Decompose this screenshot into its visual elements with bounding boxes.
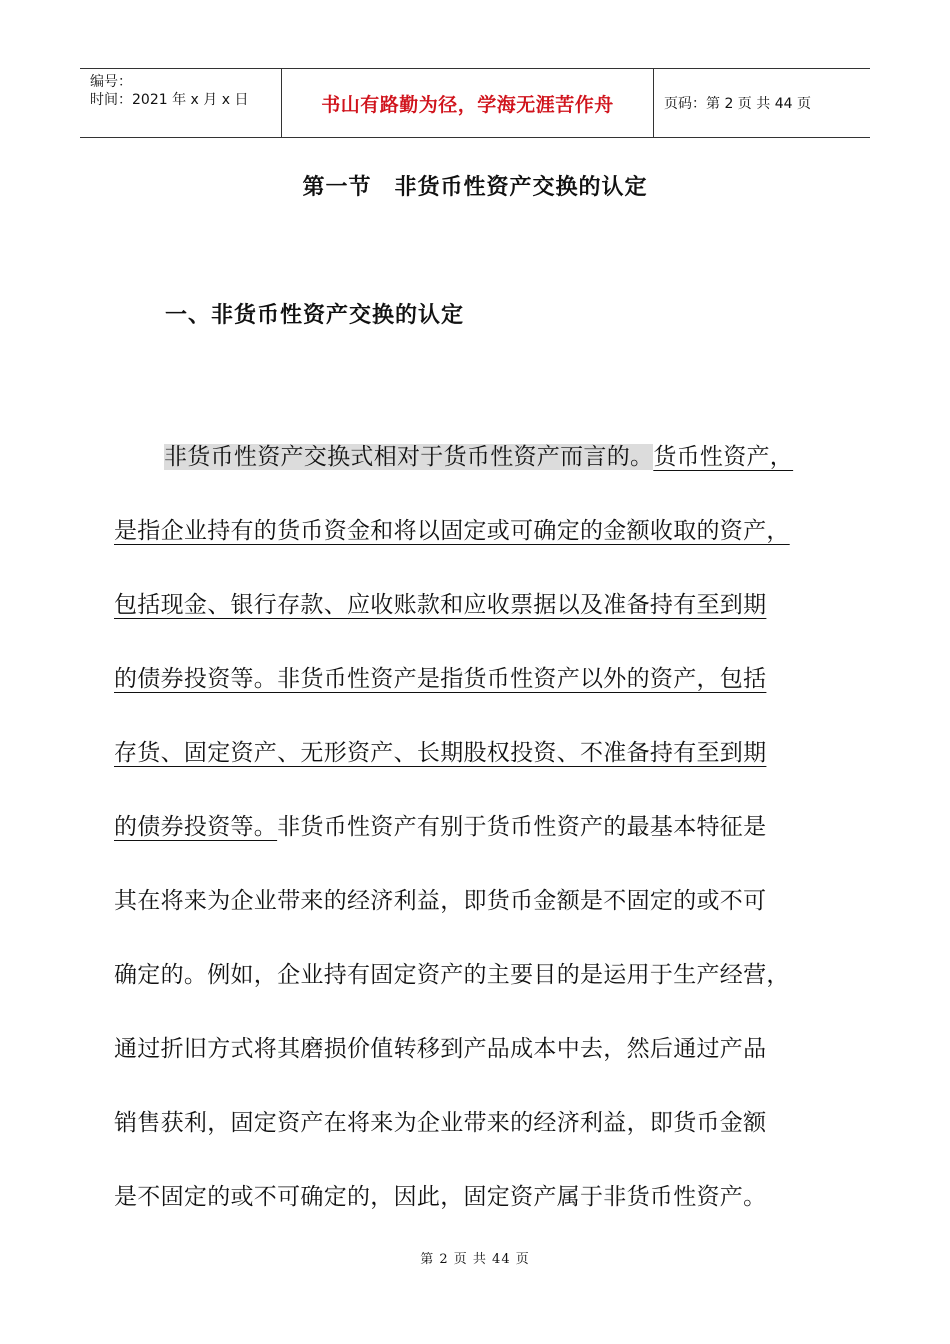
header-number-label: 编号： xyxy=(90,74,132,90)
body-line-8: 确定的。例如，企业持有固定资产的主要目的是运用于生产经营， xyxy=(114,962,790,988)
body-line-6-rest: 非货币性资产有别于货币性资产的最基本特征是 xyxy=(277,814,767,840)
body-line-2: 是指企业持有的货币资金和将以固定或可确定的金额收取的资产， xyxy=(114,518,790,544)
underlined-text: 的债券投资等。 xyxy=(114,814,278,840)
body-line-7: 其在将来为企业带来的经济利益，即货币金额是不固定的或不可 xyxy=(114,888,767,914)
header-date-label: 时间：2021 年 x 月 x 日 xyxy=(90,92,249,108)
body-line-5: 存货、固定资产、无形资产、长期股权投资、不准备持有至到期 xyxy=(114,740,767,766)
body-line-11: 是不固定的或不可确定的，因此，固定资产属于非货币性资产。 xyxy=(114,1184,767,1210)
section-title: 第一节 非货币性资产交换的认定 xyxy=(302,175,648,200)
body-paragraph xyxy=(114,420,864,1234)
header-meta xyxy=(80,69,282,137)
underlined-text: 货币性资产， xyxy=(653,444,794,470)
body-line-4: 的债券投资等。非货币性资产是指货币性资产以外的资产，包括 xyxy=(114,666,767,692)
page-footer: 第 2 页 共 44 页 xyxy=(420,1252,530,1267)
sub-heading: 一、非货币性资产交换的认定 xyxy=(165,303,465,328)
body-line-9: 通过折旧方式将其磨损价值转移到产品成本中去，然后通过产品 xyxy=(114,1036,767,1062)
body-line-1 xyxy=(114,420,864,494)
body-line-3: 包括现金、银行存款、应收账款和应收票据以及准备持有至到期 xyxy=(114,592,767,618)
header-motto: 书山有路勤为径，学海无涯苦作舟 xyxy=(282,69,654,137)
document-header xyxy=(80,68,870,138)
body-line-6 xyxy=(114,790,864,864)
header-page-info: 页码：第 2 页 共 44 页 xyxy=(664,96,811,112)
body-line-10: 销售获利，固定资产在将来为企业带来的经济利益，即货币金额 xyxy=(114,1110,767,1136)
highlighted-text: 非货币性资产交换式相对于货币性资产而言的。 xyxy=(164,444,654,470)
